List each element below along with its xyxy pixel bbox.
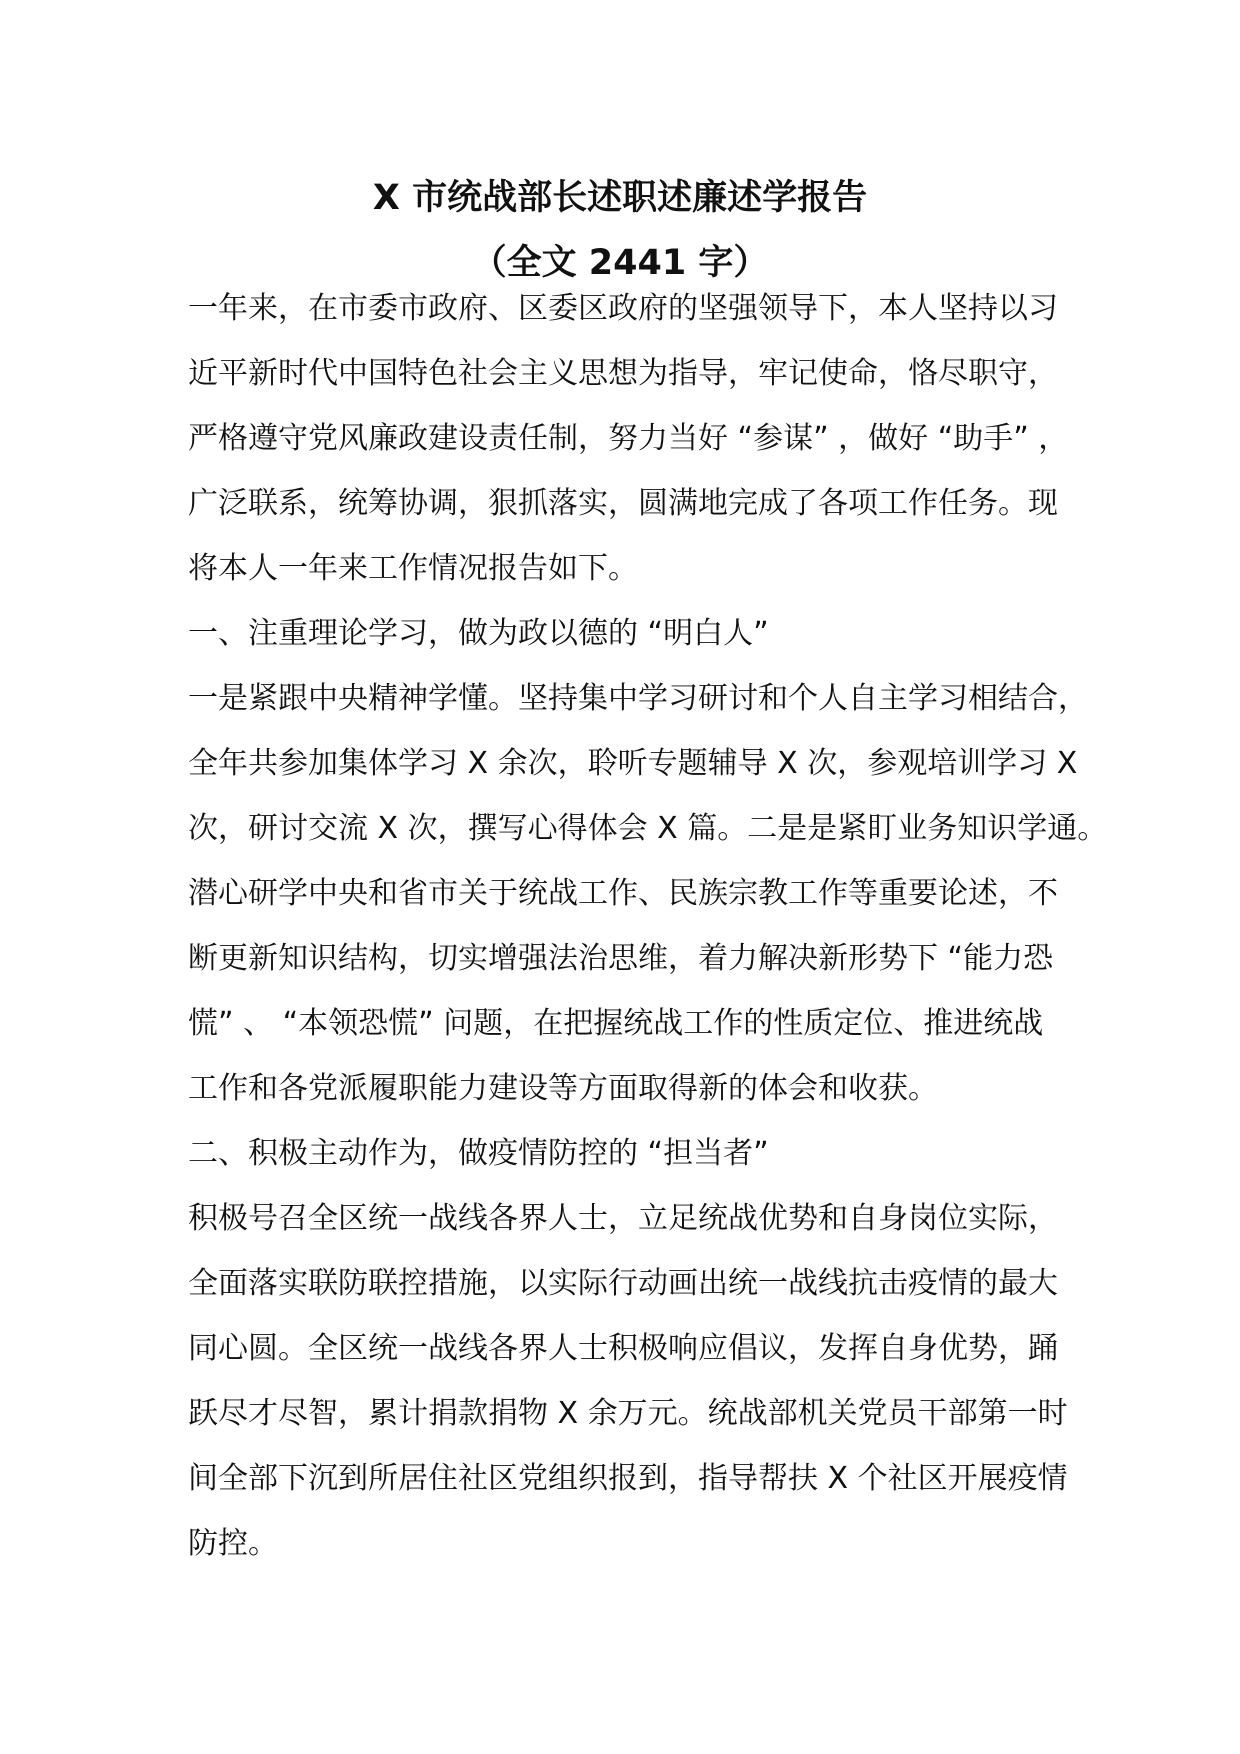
body-line: 一年来，在市委市政府、区委区政府的坚强领导下，本人坚持以习 — [188, 291, 1058, 326]
body-line: 跃尽才尽智，累计捐款捐物 X 余万元。统战部机关党员干部第一时 — [188, 1396, 1068, 1431]
body-line: 防控。 — [188, 1526, 278, 1561]
body-line: 潜心研学中央和省市关于统战工作、民族宗教工作等重要论述，不 — [188, 876, 1058, 911]
body-line: 间全部下沉到所居住社区党组织报到，指导帮扶 X 个社区开展疫情 — [188, 1461, 1068, 1496]
body-line: 积极号召全区统一战线各界人士，立足统战优势和自身岗位实际， — [188, 1201, 1058, 1236]
body-line: 严格遵守党风廉政建设责任制，努力当好 “参谋” ，做好 “助手” ， — [188, 421, 1069, 456]
body-line: 广泛联系，统筹协调，狠抓落实，圆满地完成了各项工作任务。现 — [188, 486, 1058, 521]
body-line: 将本人一年来工作情况报告如下。 — [188, 551, 638, 586]
body-line: 全面落实联防联控措施，以实际行动画出统一战线抗击疫情的最大 — [188, 1266, 1058, 1301]
body-line: 同心圆。全区统一战线各界人士积极响应倡议，发挥自身优势，踊 — [188, 1331, 1058, 1366]
section-heading: 二、积极主动作为，做疫情防控的 “担当者” — [188, 1136, 769, 1171]
section-heading: 一、注重理论学习，做为政以德的 “明白人” — [188, 616, 769, 651]
body-line: 断更新知识结构，切实增强法治思维，着力解决新形势下 “能力恐 — [188, 941, 1054, 976]
body-line: 一是紧跟中央精神学懂。坚持集中学习研讨和个人自主学习相结合， — [188, 681, 1088, 716]
document-title: X 市统战部长述职述廉述学报告 — [372, 178, 868, 218]
body-line: 次，研讨交流 X 次，撰写心得体会 X 篇。二是是紧盯业务知识学通。 — [188, 811, 1108, 846]
document-subtitle: （全文 2441 字） — [471, 243, 769, 283]
body-line: 工作和各党派履职能力建设等方面取得新的体会和收获。 — [188, 1071, 938, 1106]
body-line: 全年共参加集体学习 X 余次，聆听专题辅导 X 次，参观培训学习 X — [188, 746, 1078, 781]
body-line: 慌” 、 “本领恐慌” 问题，在把握统战工作的性质定位、推进统战 — [188, 1006, 1044, 1041]
document-body — [188, 276, 1108, 1576]
body-line: 近平新时代中国特色社会主义思想为指导，牢记使命，恪尽职守， — [188, 356, 1058, 391]
